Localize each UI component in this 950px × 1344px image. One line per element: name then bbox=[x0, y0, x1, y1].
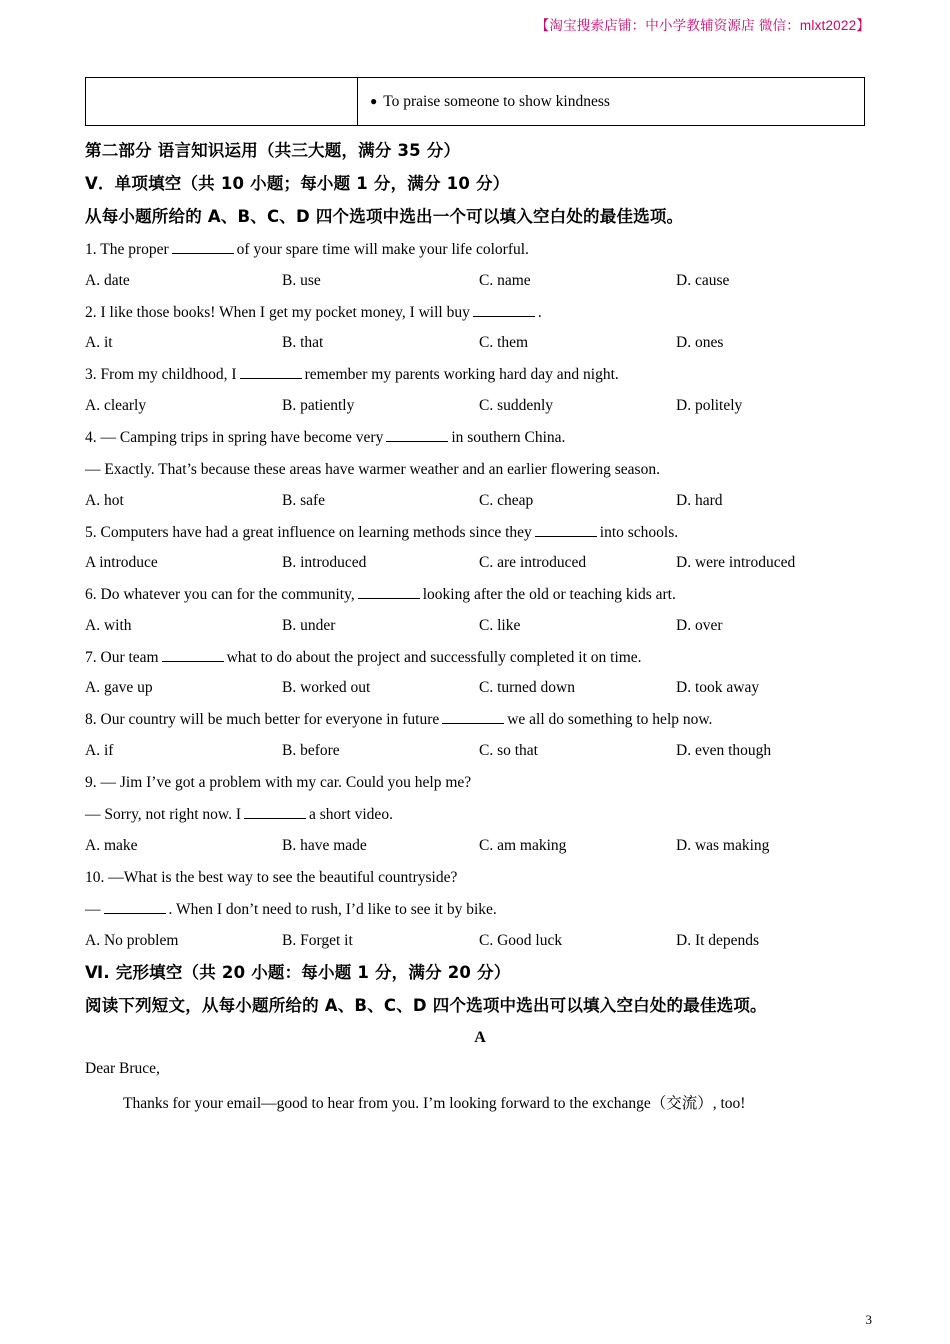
question-stem-pre: 2. I like those books! When I get my pocket money, I will buy bbox=[85, 303, 470, 321]
option-row bbox=[85, 932, 875, 950]
part-two-heading: 第二部分 语言知识运用（共三大题，满分 35 分） bbox=[85, 141, 461, 160]
question-stem bbox=[85, 648, 875, 668]
answer-blank bbox=[535, 523, 597, 537]
option-d[interactable]: D. ones bbox=[676, 334, 724, 352]
option-d[interactable]: D. were introduced bbox=[676, 554, 796, 572]
option-b[interactable]: B. safe bbox=[282, 491, 326, 509]
question-stem bbox=[85, 303, 875, 323]
question-extra-post: . When I don’t need to rush, I’d like to see it by bike. bbox=[168, 901, 497, 919]
bullet-icon: ● bbox=[370, 93, 378, 108]
answer-blank bbox=[104, 900, 166, 914]
option-row bbox=[85, 679, 875, 697]
question-stem-pre: 1. The proper bbox=[85, 241, 169, 259]
option-b[interactable]: B. before bbox=[282, 741, 340, 759]
option-d[interactable]: D. politely bbox=[676, 396, 743, 414]
question-stem bbox=[85, 365, 875, 385]
question-stem-pre: 4. — Camping trips in spring have become very bbox=[85, 428, 384, 446]
answer-blank bbox=[162, 648, 224, 662]
question-stem-post: remember my parents working hard day and night. bbox=[304, 366, 619, 384]
option-b[interactable]: B. under bbox=[282, 616, 336, 634]
answer-blank bbox=[473, 303, 535, 317]
question-stem bbox=[85, 710, 875, 730]
table-cell-left bbox=[86, 78, 358, 125]
option-a[interactable]: A. with bbox=[85, 616, 132, 634]
option-b[interactable]: B. worked out bbox=[282, 679, 371, 697]
passage-label: A bbox=[474, 1028, 486, 1046]
option-c[interactable]: C. suddenly bbox=[479, 396, 554, 414]
option-c[interactable]: C. so that bbox=[479, 741, 538, 759]
answer-blank bbox=[442, 710, 504, 724]
question-stem-pre: 7. Our team bbox=[85, 648, 159, 666]
letter-body: Thanks for your email—good to hear from you. I’m looking forward to the exchange（交流）, too! bbox=[123, 1094, 746, 1112]
question-extra-post: a short video. bbox=[309, 806, 393, 824]
document-content bbox=[85, 128, 875, 1113]
question-stem-post: of your spare time will make your life colorful. bbox=[236, 241, 529, 259]
option-c[interactable]: C. turned down bbox=[479, 679, 576, 697]
option-row bbox=[85, 617, 875, 635]
question-stem-post: looking after the old or teaching kids art. bbox=[422, 586, 676, 604]
question-extra-pre: — bbox=[85, 901, 101, 919]
answer-blank bbox=[386, 428, 448, 442]
option-a[interactable]: A. date bbox=[85, 271, 130, 289]
option-a[interactable]: A. it bbox=[85, 334, 113, 352]
option-b[interactable]: B. have made bbox=[282, 836, 367, 854]
option-row bbox=[85, 334, 875, 352]
answer-blank bbox=[240, 365, 302, 379]
option-c[interactable]: C. am making bbox=[479, 836, 567, 854]
option-d[interactable]: D. even though bbox=[676, 741, 772, 759]
section-six-instruction: 阅读下列短文，从每小题所给的 A、B、C、D 四个选项中选出可以填入空白处的最佳选项。 bbox=[85, 995, 767, 1015]
answer-blank bbox=[244, 805, 306, 819]
question-extra-pre: — Sorry, not right now. I bbox=[85, 806, 241, 824]
question-stem-post: in southern China. bbox=[451, 428, 566, 446]
option-c[interactable]: C. cheap bbox=[479, 491, 534, 509]
content-table bbox=[85, 77, 865, 126]
answer-blank bbox=[172, 240, 234, 254]
table-cell-right bbox=[358, 78, 864, 125]
option-a[interactable]: A. gave up bbox=[85, 679, 153, 697]
question-stem-pre: 8. Our country will be much better for everyone in future bbox=[85, 711, 440, 729]
option-a[interactable]: A. clearly bbox=[85, 396, 147, 414]
option-a[interactable]: A. make bbox=[85, 836, 138, 854]
question-stem bbox=[85, 585, 875, 605]
option-c[interactable]: C. like bbox=[479, 616, 521, 634]
option-d[interactable]: D. hard bbox=[676, 491, 723, 509]
option-c[interactable]: C. are introduced bbox=[479, 554, 587, 572]
section-five-heading: Ⅴ．单项填空（共 10 小题；每小题 1 分，满分 10 分） bbox=[85, 174, 510, 193]
option-d[interactable]: D. cause bbox=[676, 271, 730, 289]
option-row bbox=[85, 272, 875, 290]
question-stem-post: what to do about the project and successfully completed it on time. bbox=[226, 648, 642, 666]
option-row bbox=[85, 554, 875, 572]
option-a[interactable]: A introduce bbox=[85, 554, 158, 572]
option-c[interactable]: C. name bbox=[479, 271, 531, 289]
question-stem: 9. — Jim I’ve got a problem with my car. Could you help me? bbox=[85, 773, 472, 791]
section-six-heading: Ⅵ. 完形填空（共 20 小题：每小题 1 分，满分 20 分） bbox=[85, 962, 511, 982]
page-number: 3 bbox=[865, 1312, 872, 1327]
option-b[interactable]: B. patiently bbox=[282, 396, 355, 414]
question-stem-post: we all do something to help now. bbox=[507, 711, 713, 729]
question-stem-pre: 3. From my childhood, I bbox=[85, 366, 237, 384]
question-stem-post: into schools. bbox=[599, 523, 679, 541]
question-stem: 10. —What is the best way to see the beautiful countryside? bbox=[85, 868, 458, 886]
question-stem bbox=[85, 428, 875, 448]
option-b[interactable]: B. use bbox=[282, 271, 321, 289]
section-five-instruction: 从每小题所给的 A、B、C、D 四个选项中选出一个可以填入空白处的最佳选项。 bbox=[85, 207, 684, 226]
question-stem-pre: 6. Do whatever you can for the community, bbox=[85, 586, 355, 604]
option-row bbox=[85, 837, 875, 855]
option-d[interactable]: D. over bbox=[676, 616, 723, 634]
question-extra-line bbox=[85, 900, 875, 920]
option-b[interactable]: B. Forget it bbox=[282, 931, 353, 949]
option-d[interactable]: D. took away bbox=[676, 679, 760, 697]
question-stem-post: . bbox=[537, 303, 542, 321]
option-d[interactable]: D. It depends bbox=[676, 931, 760, 949]
option-row bbox=[85, 492, 875, 510]
option-c[interactable]: C. them bbox=[479, 334, 529, 352]
question-extra-line: — Exactly. That’s because these areas have warmer weather and an earlier flowering season. bbox=[85, 461, 660, 479]
question-stem bbox=[85, 523, 875, 543]
option-row bbox=[85, 397, 875, 415]
watermark-text: 【淘宝搜索店铺：中小学教辅资源店 微信：mlxt2022】 bbox=[535, 18, 870, 33]
option-a[interactable]: A. hot bbox=[85, 491, 124, 509]
question-stem bbox=[85, 240, 875, 260]
option-row bbox=[85, 742, 875, 760]
question-extra-line bbox=[85, 805, 875, 825]
option-a[interactable]: A. if bbox=[85, 741, 114, 759]
option-b[interactable]: B. that bbox=[282, 334, 324, 352]
question-stem-pre: 5. Computers have had a great influence on learning methods since they bbox=[85, 523, 532, 541]
option-d[interactable]: D. was making bbox=[676, 836, 770, 854]
option-c[interactable]: C. Good luck bbox=[479, 931, 563, 949]
letter-salutation: Dear Bruce, bbox=[85, 1059, 160, 1077]
table-cell-right-text: To praise someone to show kindness bbox=[383, 92, 610, 110]
option-b[interactable]: B. introduced bbox=[282, 554, 367, 572]
answer-blank bbox=[358, 585, 420, 599]
option-a[interactable]: A. No problem bbox=[85, 931, 179, 949]
